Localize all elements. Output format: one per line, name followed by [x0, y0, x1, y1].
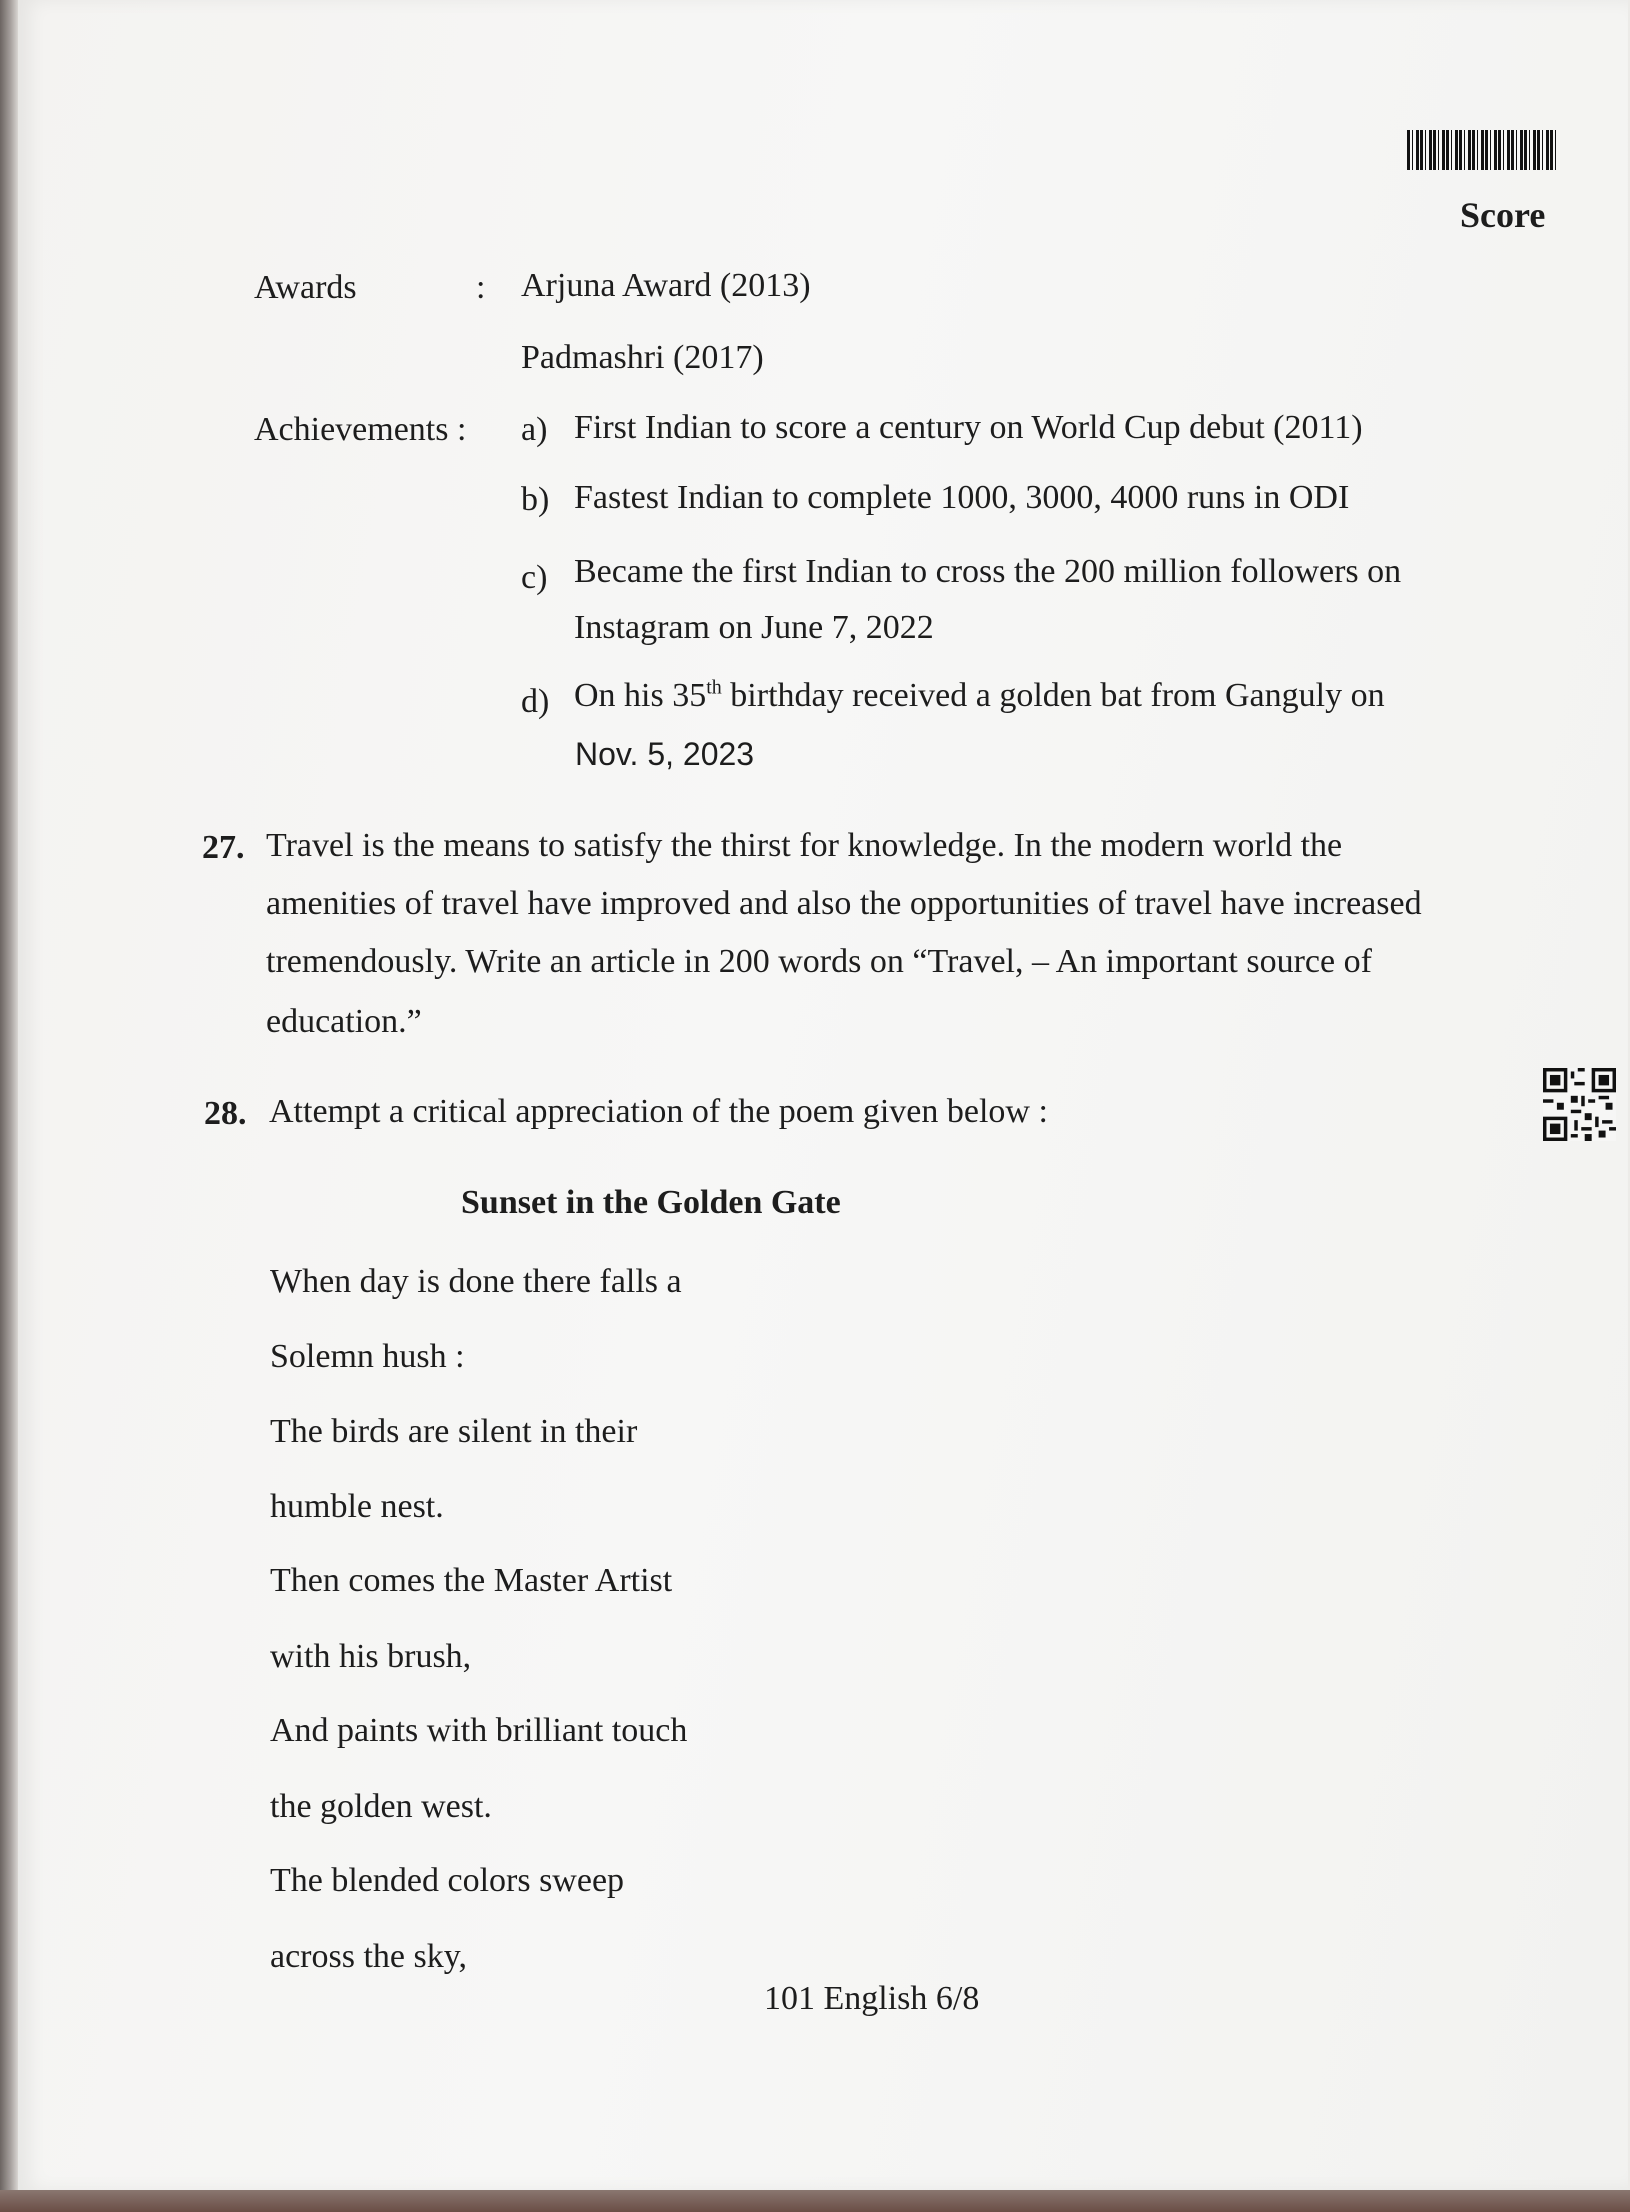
- poem-line: across the sky,: [270, 1938, 468, 1975]
- poem-line: with his brush,: [270, 1638, 472, 1675]
- achievement-marker: b): [521, 481, 550, 518]
- achievements-label: Achievements :: [254, 411, 467, 448]
- question-text-line: amenities of travel have improved and also the opportunities of travel have increased: [266, 885, 1422, 922]
- question-number: 27.: [202, 829, 245, 866]
- poem-line: And paints with brilliant touch: [270, 1712, 688, 1749]
- achievement-text: Fastest Indian to complete 1000, 3000, 4000 runs in ODI: [574, 479, 1350, 516]
- score-label: Score: [1460, 195, 1546, 235]
- achievement-marker: c): [521, 559, 548, 596]
- achievement-text: Nov. 5, 2023: [575, 736, 755, 772]
- page-footer: 101 English 6/8: [764, 1980, 980, 2017]
- achievement-text: First Indian to score a century on World Cup debut (2011): [574, 409, 1363, 446]
- qr-code: [1543, 1068, 1616, 1141]
- barcode: [1407, 130, 1557, 170]
- achievement-marker: d): [521, 683, 550, 720]
- awards-colon: :: [476, 269, 486, 306]
- poem-title: Sunset in the Golden Gate: [461, 1184, 841, 1221]
- poem-line: The birds are silent in their: [270, 1413, 638, 1450]
- question-text-line: Travel is the means to satisfy the thirst for knowledge. In the modern world the: [266, 827, 1343, 864]
- poem-line: The blended colors sweep: [270, 1862, 625, 1899]
- page-bottom-edge: [0, 2190, 1630, 2212]
- question-text-line: tremendously. Write an article in 200 words on “Travel, – An important source of: [266, 943, 1372, 980]
- achievement-text: Instagram on June 7, 2022: [574, 609, 934, 646]
- awards-label: Awards: [254, 269, 357, 306]
- award-item: Padmashri (2017): [521, 339, 764, 376]
- poem-line: Then comes the Master Artist: [270, 1562, 673, 1599]
- superscript: th: [706, 676, 722, 699]
- achievement-text: [574, 676, 1385, 717]
- achievement-text-part: On his 35: [574, 677, 707, 714]
- achievement-text-part: birthday received a golden bat from Ganguly on: [721, 677, 1385, 714]
- page-left-edge: [0, 0, 18, 2212]
- poem-line: the golden west.: [270, 1788, 492, 1825]
- poem-line: humble nest.: [270, 1488, 444, 1525]
- achievement-marker: a): [521, 411, 548, 448]
- question-prompt: Attempt a critical appreciation of the poem given below :: [269, 1093, 1048, 1130]
- poem-line: When day is done there falls a: [270, 1263, 682, 1300]
- award-item: Arjuna Award (2013): [521, 267, 811, 304]
- exam-page: [18, 0, 1628, 2190]
- question-number: 28.: [204, 1095, 247, 1132]
- achievement-text: Became the first Indian to cross the 200 million followers on: [574, 553, 1402, 590]
- poem-line: Solemn hush :: [270, 1338, 465, 1375]
- question-text-line: education.”: [266, 1003, 422, 1040]
